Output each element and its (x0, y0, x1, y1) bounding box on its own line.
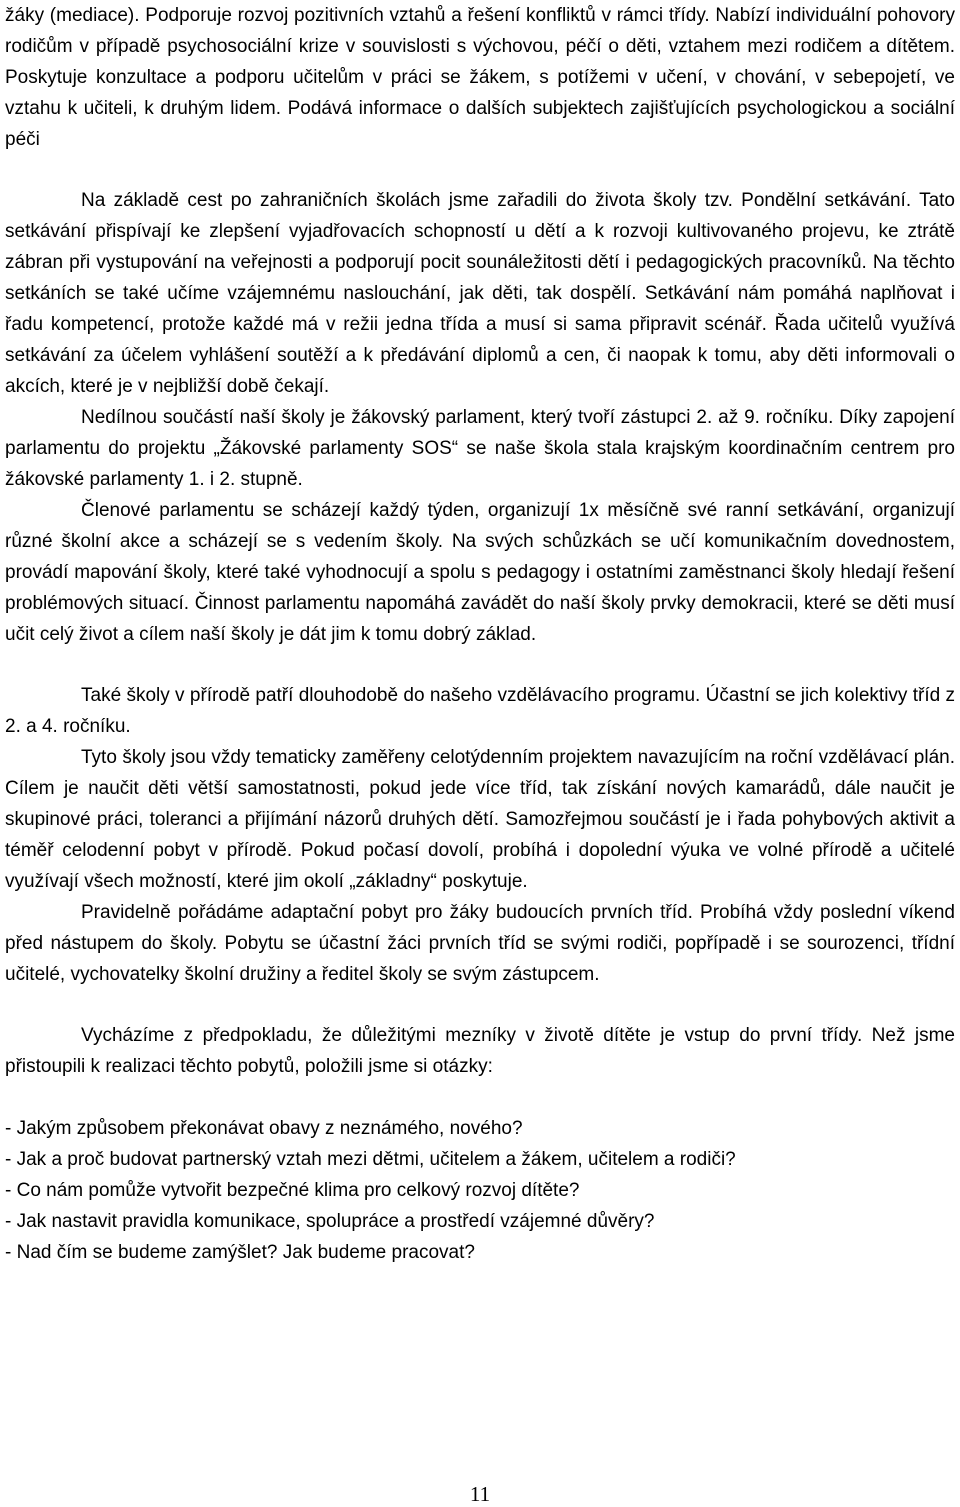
page-number: 11 (469, 1482, 491, 1506)
list-item: - Jak a proč budovat partnerský vztah mezi dětmi, učitelem a žákem, učitelem a rodiči? (5, 1149, 736, 1170)
list-item: - Jak nastavit pravidla komunikace, spolupráce a prostředí vzájemné důvěry? (5, 1211, 655, 1232)
list-item: - Jakým způsobem překonávat obavy z neznámého, nového? (5, 1118, 523, 1139)
paragraph-monday-meetings: Na základě cest po zahraničních školách jsme zařadili do života školy tzv. Pondělní setkávání. Tato setkávání přispívají ke zlepšení vyjadřovacích schopností u dětí a k rozvoji kultivovaného projevu, ke ztrátě zábran při vystupování na veřejnosti a podporují pocit sounáležitosti dětí i pedagogických pracovníků. Na těchto setkáních se také učíme vzájemnému naslouchání, jak děti, tak dospělí. Setkávání nám pomáhá naplňovat i řadu kompetencí, protože každé má v režii jedna třída a musí si sama připravit scénář. Řada učitelů využívá setkávání za účelem vyhlášení soutěží a k předávání diplomů a cen, či naopak k tomu, aby děti informovali o akcích, které je v nejbližší době čekají. (5, 190, 955, 397)
list-item: - Nad čím se budeme zamýšlet? Jak budeme pracovat? (5, 1242, 475, 1263)
paragraph-parliament-members: Členové parlamentu se scházejí každý týden, organizují 1x měsíčně své ranní setkávání, organizují různé školní akce a scházejí se s vedením školy. Na svých schůzkách se učí komunikačním dovednostem, provádí mapování školy, které také vyhodnocují a spolu s pedagogy i ostatními zaměstnanci školy hledají řešení problémových situací. Činnost parlamentu napomáhá zavádět do naší školy prvky demokracii, které se děti musí učit celý život a cílem naší školy je dát jim k tomu dobrý základ. (5, 500, 955, 645)
paragraph-nature-schools: Také školy v přírodě patří dlouhodobě do našeho vzdělávacího programu. Účastní se jich kolektivy tříd z 2. a 4. ročníku. (5, 685, 955, 737)
paragraph-nature-schools-detail: Tyto školy jsou vždy tematicky zaměřeny celotýdenním projektem navazujícím na roční vzdělávací plán. Cílem je naučit děti větší samostatnosti, pokud jede více tříd, tak získání nových kamarádů, dále naučit je skupinové práci, toleranci a přijímání názorů druhých dětí. Samozřejmou součástí je i řada pohybových aktivit a téměř celodenní pobyt v přírodě. Pokud počasí dovolí, probíhá i dopolední výuka ve volné přírodě a učitelé využívají všech možností, které jim okolí „základny“ poskytuje. (5, 747, 955, 892)
list-item: - Co nám pomůže vytvořit bezpečné klima pro celkový rozvoj dítěte? (5, 1180, 580, 1201)
document-page (5, 0, 955, 1268)
paragraph-adaptation-stay: Pravidelně pořádáme adaptační pobyt pro žáky budoucích prvních tříd. Probíhá vždy poslední víkend před nástupem do školy. Pobytu se účastní žáci prvních tříd se svými rodiči, popřípadě i se sourozenci, třídní učitelé, vychovatelky školní družiny a ředitel školy se svým zástupcem. (5, 902, 955, 985)
paragraph-student-parliament: Nedílnou součástí naší školy je žákovský parlament, který tvoří zástupci 2. až 9. ročníku. Díky zapojení parlamentu do projektu „Žákovské parlamenty SOS“ se naše škola stala krajským koordinačním centrem pro žákovské parlamenty 1. i 2. stupně. (5, 407, 955, 490)
paragraph-counseling: žáky (mediace). Podporuje rozvoj pozitivních vztahů a řešení konfliktů v rámci třídy. Nabízí individuální pohovory rodičům v případě psychosociální krize v souvislosti s výchovou, péčí o děti, vztahem mezi rodičem a dítětem. Poskytuje konzultace a podporu učitelům v práci se žákem, s potížemi v učení, v chování, v sebepojetí, ve vztahu k učiteli, k druhým lidem. Podává informace o dalších subjektech zajišťujících psychologickou a sociální péči (5, 5, 955, 150)
paragraph-assumption: Vycházíme z předpokladu, že důležitými mezníky v životě dítěte je vstup do první třídy. Než jsme přistoupili k realizaci těchto pobytů, položili jsme si otázky: (5, 1025, 955, 1077)
questions-list (5, 1113, 955, 1268)
